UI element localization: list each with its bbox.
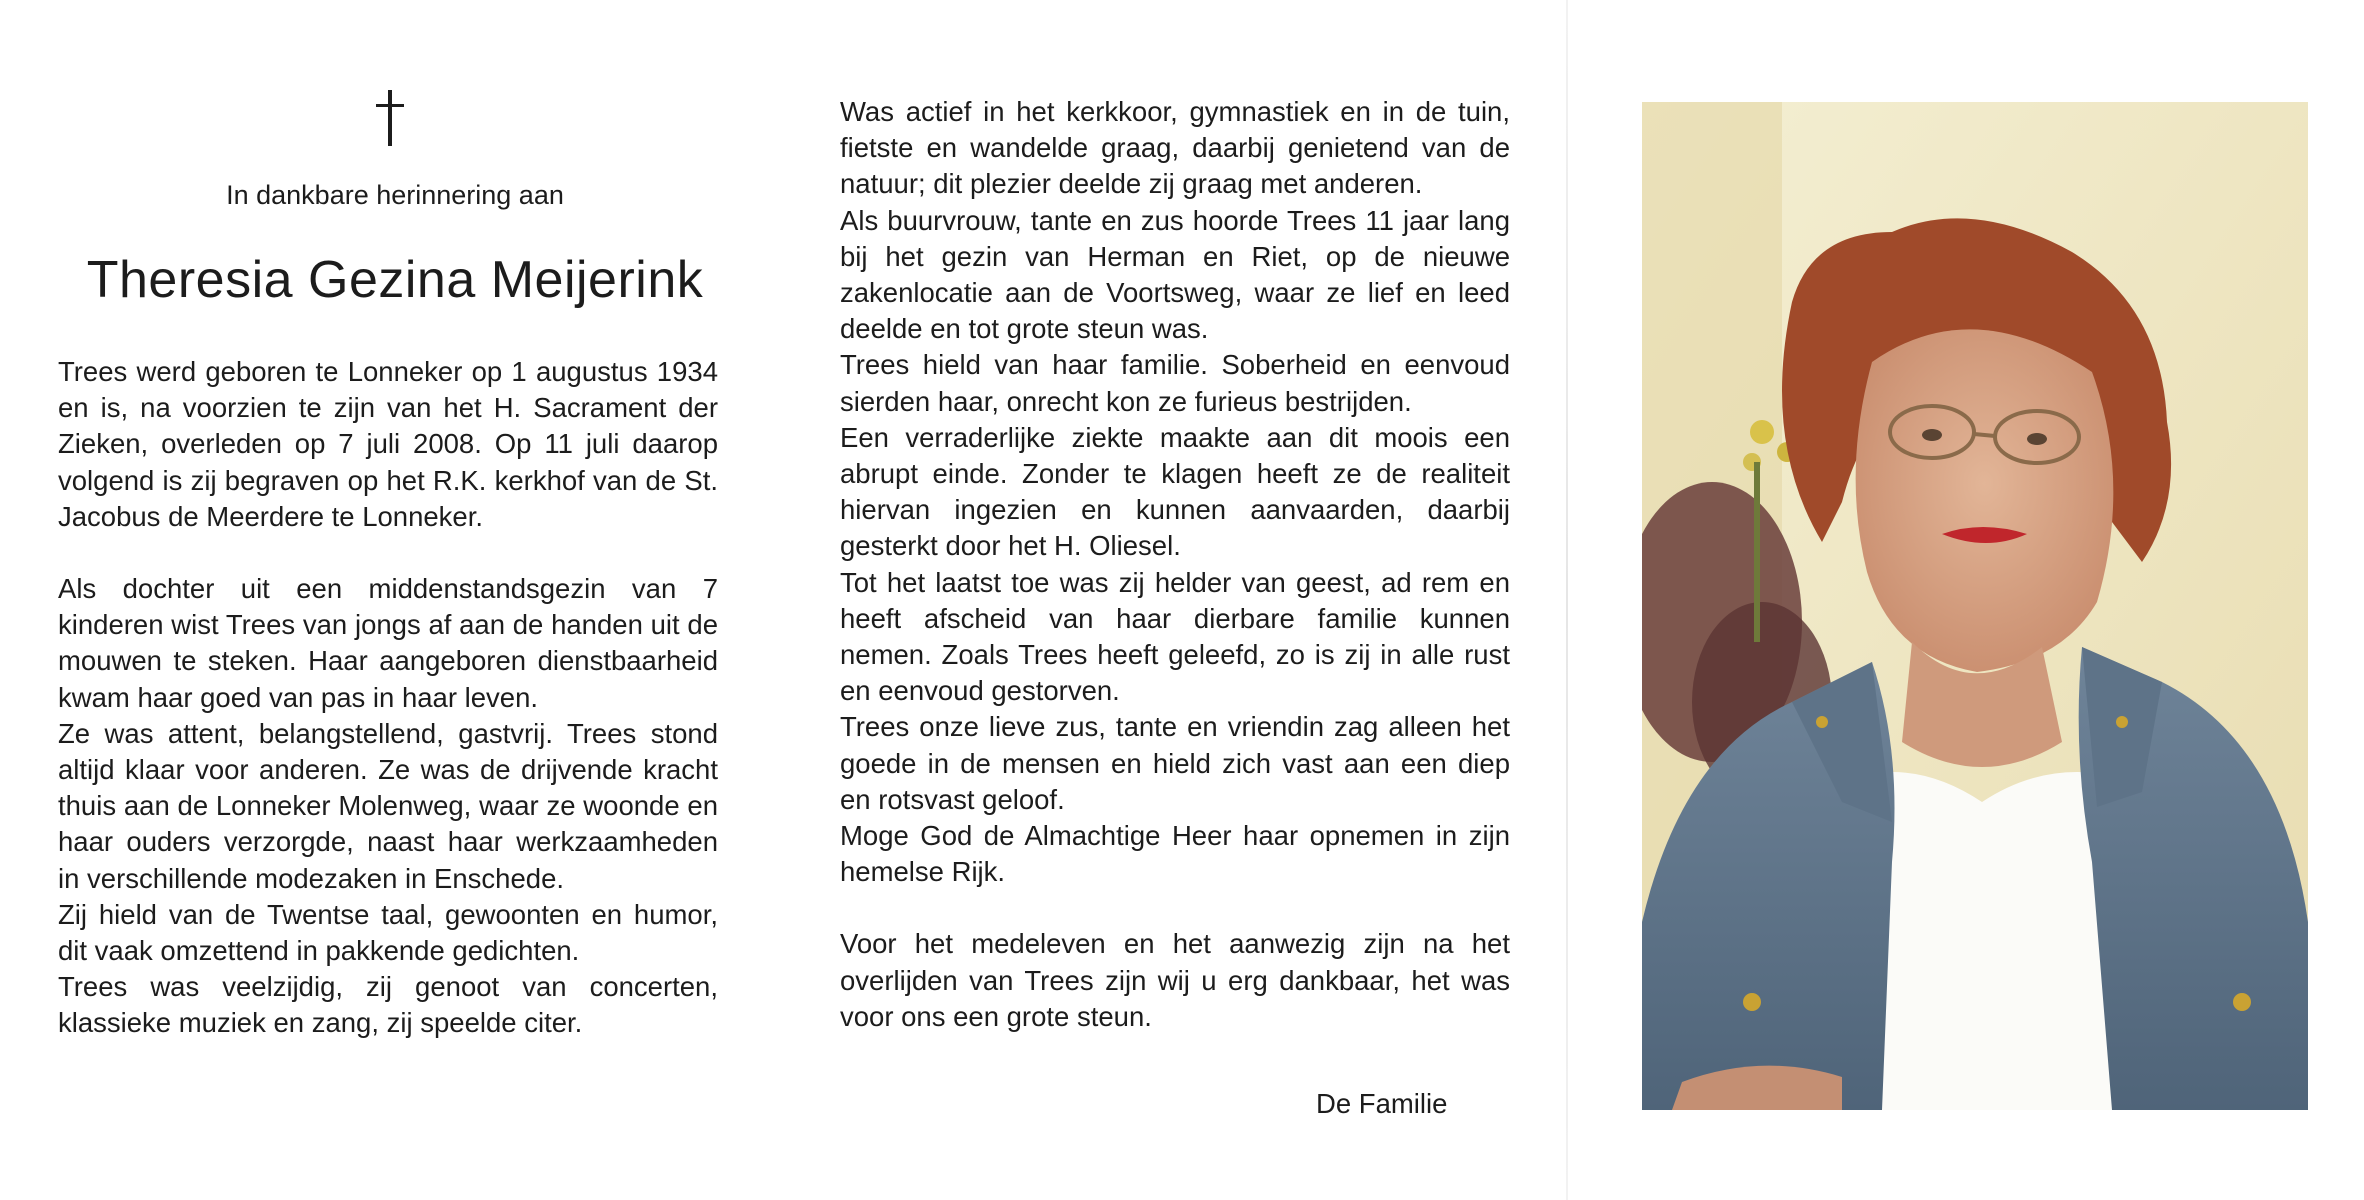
remembrance-line: In dankbare herinnering aan — [226, 180, 564, 210]
hobbies-paragraph: Trees was veelzijdig, zij genoot van concerten, klassieke muziek en zang, zij speelde citer. — [58, 971, 718, 1039]
thanks-paragraph: Voor het medeleven en het aanwezig zijn na het overlijden van Trees zijn wij u erg dankbaar, het was voor ons een grote steun. — [840, 928, 1510, 1032]
middle-text-column — [840, 94, 1510, 1035]
faith-paragraph: Trees onze lieve zus, tante en vriendin zag alleen het goede in de mensen en hield zich vast aan een diep en rotsvast geloof. — [840, 711, 1510, 815]
left-text-column — [58, 354, 718, 1042]
card-fold-line — [1566, 0, 1568, 1200]
birth-paragraph: Trees werd geboren te Lonneker op 1 augustus 1934 en is, na voorzien te zijn van het H. Sacrament der Zieken, overleden op 7 juli 2008. Op 11 juli daarop volgend is zij begraven op het R.K. kerkhof van de St. Jacobus de Meerdere te Lonneker. — [58, 356, 718, 532]
activities-paragraph: Was actief in het kerkkoor, gymnastiek en in de tuin, fietste en wandelde graag, daarbij genietend van de natuur; dit plezier deelde zij graag met anderen. — [840, 96, 1510, 200]
deceased-name: Theresia Gezina Meijerink — [86, 251, 704, 309]
youth-paragraph: Als dochter uit een middenstandsgezin van 7 kinderen wist Trees van jongs af aan de handen uit de mouwen te steken. Haar aangeboren dienstbaarheid kwam haar goed van pas in haar leven. — [58, 573, 718, 713]
farewell-paragraph: Tot het laatst toe was zij helder van geest, ad rem en heeft afscheid van haar dierbare familie kunnen nemen. Zoals Trees heeft geleefd, zo is zij in alle rust en eenvoud gestorven. — [840, 566, 1510, 707]
prayer-paragraph: Moge God de Almachtige Heer haar opnemen in zijn hemelse Rijk. — [840, 820, 1510, 888]
family-paragraph: Trees hield van haar familie. Soberheid en eenvoud sierden haar, onrecht kon ze furieus bestrijden. — [840, 349, 1510, 417]
language-paragraph: Zij hield van de Twentse taal, gewoonten en humor, dit vaak omzettend in pakkende gedichten. — [58, 898, 718, 967]
portrait-photo — [1642, 102, 2308, 1110]
illness-paragraph: Een verraderlijke ziekte maakte aan dit moois een abrupt einde. Zonder te klagen heeft ze de realiteit hiervan ingezien en kunnen aanvaarden, daarbij gesterkt door het H. Oliesel. — [840, 421, 1510, 562]
closing-signature: De Familie — [1316, 1088, 1448, 1119]
character-paragraph: Ze was attent, belangstellend, gastvrij. Trees stond altijd klaar voor anderen. Ze was de drijvende kracht thuis aan de Lonneker Molenweg, waar ze woonde en haar ouders verzorgde, naast haar werkzaamheden in verschillende modezaken in Enschede. — [58, 717, 718, 894]
neighbour-paragraph: Als buurvrouw, tante en zus hoorde Trees 11 jaar lang bij het gezin van Herman en Riet, op de nieuwe zakenlocatie aan de Voortsweg, waar ze lief en leed deelde en tot grote steun was. — [840, 204, 1510, 345]
cross-icon — [370, 90, 410, 146]
